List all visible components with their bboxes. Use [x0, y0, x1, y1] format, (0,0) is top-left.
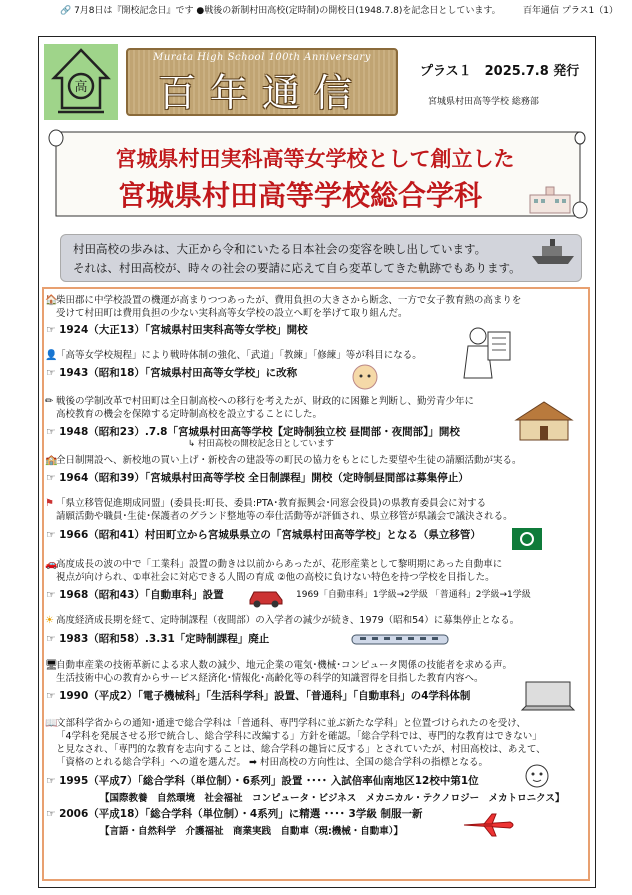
section-2-event: ☞ 1943（昭和18）「宮城県村田高等女学校」に改称 [46, 367, 298, 379]
section-3-event: ☞ 1948（昭和23）.7.8「宮城県村田高等学校【定時制独立校 昼間部・夜間部】」開校 [46, 426, 460, 438]
person-icon: 👤 [45, 350, 58, 361]
section-6-line-1: 高度成長の波の中で「工業科」設置の動きは以前からあったが、花形産業として黎明期にあった自動車に [56, 559, 503, 570]
issue-date: プラス１ 2025.7.8 発行 [420, 64, 580, 79]
section-9-event-2: ☞ 2006（平成18）「総合学科（単位制）・4系列」に精選 ････ 3学級 制服一新 [46, 808, 423, 820]
page-tag: 百年通信 プラス1（1） [522, 6, 618, 16]
car-icon: 🚗 [45, 559, 58, 570]
section-5-line-2: 請願活動や職員･生徒･保護者のグランド整地等の奉仕活動等が評価され、県立移管が県議会で議決される。 [56, 511, 513, 522]
school-icon: 🏫 [45, 455, 58, 466]
section-9-line-3: と見なされ、「専門的な教育を志向することは、総合学科の趣旨に反する」とされていたが、村田高校は、あえて、 [56, 744, 546, 755]
intro-line-1: 村田高校の歩みは、大正から令和にいたる日本社会の変容を映し出しています。 [73, 242, 487, 256]
section-4-event: ☞ 1964（昭和39）「宮城県村田高等学校 全日制課程」開校（定時制昼間部は募集停止） [46, 472, 469, 484]
section-5-line-1: 「県立移管促進期成同盟」(委員長:町長、委員:PTA･教育振興会･同窓会役員)の県教育委員会に対する [56, 498, 487, 509]
section-1-event: ☞ 1924（大正13）「宮城県村田実科高等女学校」開校 [46, 324, 308, 336]
svg-text:高: 高 [74, 80, 88, 95]
section-5-event: ☞ 1966（昭和41）村田町立から宮城県県立の「宮城県村田高等学校」となる（県立移管） [46, 529, 481, 541]
ship-icon [528, 236, 578, 266]
laptop-icon [520, 680, 576, 714]
section-3-line-2: 高校教育の機会を保障する定時制高校を設立することにした。 [56, 409, 323, 420]
school-building-icon [528, 185, 572, 215]
book-icon: 📖 [45, 718, 58, 729]
section-6-note: 1969「自動車科」1学級→2学級 「普通科」2学級→1学級 [296, 590, 531, 600]
section-9-line-2: 「4学科を発展させる形で統合し、総合学科に改編する」方針を確認。「総合学科では、専門的な教育はできない」 [56, 731, 542, 742]
section-8-line-1: 自動車産業の技術革新による求人数の減少、地元企業の電気･機械･コンピュータ関係の技能者を求める声。 [56, 660, 513, 671]
old-school-building-icon [512, 398, 576, 444]
computer-icon: 🖥 [45, 660, 58, 671]
section-9-line-4: 「資格のとれる総合学科」への道を選んだ。 ➡ 村田高校の方向性は、全国の総合学科の指標となる。 [56, 757, 489, 768]
section-1-line-1: 柴田郡に中学校設置の機運が高まりつつあったが、費用負担の大きさから断念、一方で女子教育熱の高まりを [56, 295, 522, 306]
headline-1: 宮城県村田実科高等女学校として創立した [115, 146, 515, 171]
pencil-icon: ✏ [45, 396, 54, 407]
airplane-icon [462, 812, 518, 838]
section-7-line-1: 高度経済成長期を経て、定時制課程（夜間部）の入学者の減少が続き、1979（昭和54）に募集停止となる。 [56, 615, 520, 626]
red-car-icon [246, 586, 286, 608]
sun-icon: ☀ [45, 615, 54, 626]
section-8-line-2: 生活技術中心の教育からサービス経済化･情報化･高齢化等の科学的知識習得を目指した教育内容へ。 [56, 673, 484, 684]
banner-subtitle: Murata High School 100th Anniversary [153, 52, 371, 63]
section-3-note: ↳ 村田高校の開校記念日としています [188, 439, 334, 449]
banner-title: 百年通信 [157, 71, 366, 115]
top-note: 🔗 7月8日は『開校記念日』です ●戦後の新制村田高校(定時制)の開校日(1948.7.8)を記念日としています。 [60, 6, 501, 16]
section-9-event: ☞ 1995（平成7）「総合学科（単位制）・6系列」設置 ････ 入試倍率仙南地区12校中第1位 [46, 775, 479, 787]
intro-line-2: それは、村田高校が、時々の社会の要請に応えて自ら変革してきた軌跡でもあります。 [73, 261, 521, 275]
headline-2: 宮城県村田高等学校総合学科 [117, 179, 482, 212]
prefecture-emblem-icon [512, 528, 542, 550]
section-9-dept-2: 【言語・自然科学 介護福祉 商業実践 自動車（現:機械・自動車）】 [100, 826, 404, 837]
section-8-event: ☞ 1990（平成2）「電子機械科」「生活科学科」設置、「普通科」「自動車科」の4学科体制 [46, 690, 471, 702]
section-4-line-1: 全日制開設へ、新校地の買い上げ・新校舎の建設等の町民の協力をもとにした要望や生徒の請願活動が実る。 [56, 455, 522, 466]
school-crest-icon [44, 44, 118, 120]
section-1-line-2: 受けて村田町は費用負担の少ない実科高等女学校の設立へ町を挙げて取り組んだ。 [56, 308, 408, 319]
section-6-line-2: 視点が向けられ、①車社会に対応できる人間の育成 ②他の高校に負けない特色を持つ学校を目指した。 [56, 572, 495, 583]
flag-icon: ⚑ [45, 498, 54, 509]
section-9-dept: 【国際教養 自然環境 社会福祉 コンピュータ・ビジネス メカニカル・テクノロジー メカトロニクス】 [100, 793, 565, 804]
banner [126, 48, 398, 116]
department: 宮城県村田高等学校 総務部 [428, 97, 539, 107]
section-2-line-1: 「高等女学校規程」により戦時体制の強化、「武道」「教練」「修練」等が科目になる。 [56, 350, 422, 361]
intro-box [60, 234, 582, 282]
student-illustration-icon [458, 322, 514, 382]
section-3-line-1: 戦後の学制改革で村田町は全日制高校への移行を考えたが、財政的に困難と判断し、勤労青少年に [56, 396, 475, 407]
house-icon: 🏠 [45, 295, 58, 306]
train-icon [350, 632, 450, 648]
mascot-icon [522, 760, 552, 790]
section-6-event: ☞ 1968（昭和43）「自動車科」設置 [46, 589, 224, 601]
girl-face-icon [350, 362, 380, 392]
section-9-line-1: 文部科学省からの通知･通達で総合学科は「普通科、専門学科に並ぶ新たな学科」と位置づけられたのを受け、 [56, 718, 526, 729]
section-7-event: ☞ 1983（昭和58）.3.31「定時制課程」廃止 [46, 633, 270, 645]
